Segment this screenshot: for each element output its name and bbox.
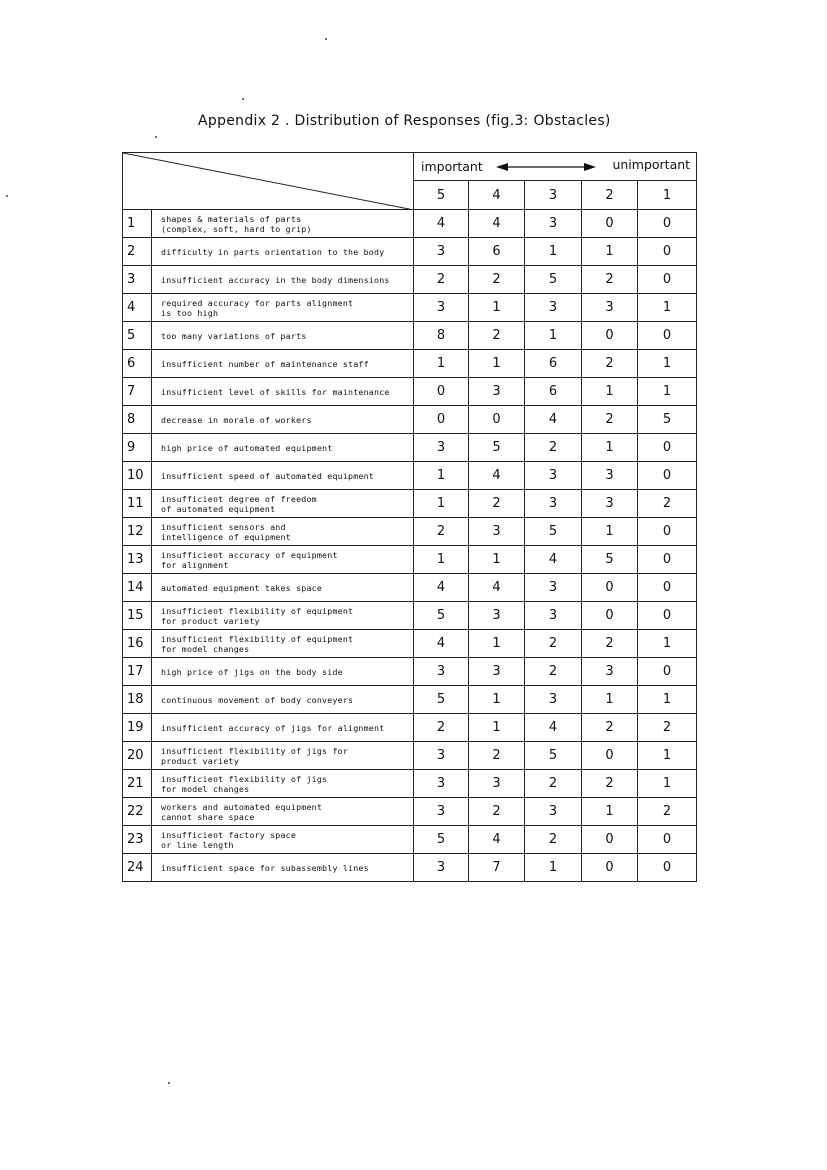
response-count: 3 bbox=[414, 294, 469, 322]
row-number: 12 bbox=[123, 518, 152, 546]
response-count: 0 bbox=[582, 574, 638, 602]
obstacle-label-line1: insufficient flexibility of jigs for bbox=[161, 745, 349, 756]
response-count: 0 bbox=[414, 406, 469, 434]
response-count: 5 bbox=[469, 434, 525, 462]
response-count: 1 bbox=[525, 854, 582, 882]
response-count: 1 bbox=[469, 630, 525, 658]
response-count: 1 bbox=[638, 770, 697, 798]
response-count: 2 bbox=[469, 490, 525, 518]
scan-speck bbox=[242, 98, 244, 100]
response-count: 5 bbox=[414, 826, 469, 854]
row-number: 15 bbox=[123, 602, 152, 630]
response-count: 5 bbox=[414, 686, 469, 714]
obstacle-label bbox=[152, 602, 414, 630]
scale-column-header: 3 bbox=[525, 181, 582, 210]
table-row bbox=[123, 350, 697, 378]
response-count: 5 bbox=[582, 546, 638, 574]
response-count: 3 bbox=[469, 658, 525, 686]
obstacle-label bbox=[152, 686, 414, 714]
obstacle-label bbox=[152, 238, 414, 266]
row-number: 16 bbox=[123, 630, 152, 658]
obstacle-label-line1: insufficient flexibility of equipment bbox=[161, 605, 354, 616]
response-count: 0 bbox=[638, 518, 697, 546]
response-count: 1 bbox=[638, 686, 697, 714]
response-count: 2 bbox=[525, 826, 582, 854]
obstacle-label-line1: insufficient flexibility of jigs bbox=[161, 773, 328, 784]
unimportant-label: unimportant bbox=[612, 157, 691, 172]
response-count: 3 bbox=[525, 602, 582, 630]
response-count: 4 bbox=[414, 630, 469, 658]
obstacle-label-line1: insufficient number of maintenance staff bbox=[161, 358, 369, 369]
response-count: 7 bbox=[469, 854, 525, 882]
obstacle-label-line1: automated equipment takes space bbox=[161, 582, 323, 593]
response-count: 2 bbox=[469, 798, 525, 826]
response-count: 4 bbox=[414, 210, 469, 238]
response-count: 2 bbox=[414, 518, 469, 546]
response-count: 3 bbox=[414, 658, 469, 686]
row-number: 23 bbox=[123, 826, 152, 854]
obstacle-label bbox=[152, 378, 414, 406]
obstacle-label-line1: required accuracy for parts alignment bbox=[161, 297, 354, 308]
table-row bbox=[123, 518, 697, 546]
response-count: 1 bbox=[469, 546, 525, 574]
response-count: 0 bbox=[638, 826, 697, 854]
response-count: 1 bbox=[638, 742, 697, 770]
row-number: 19 bbox=[123, 714, 152, 742]
table-row bbox=[123, 462, 697, 490]
response-count: 1 bbox=[469, 350, 525, 378]
obstacle-label-line1: insufficient factory space bbox=[161, 829, 297, 840]
table-row bbox=[123, 266, 697, 294]
table-row bbox=[123, 602, 697, 630]
obstacle-label-line1: decrease in morale of workers bbox=[161, 414, 312, 425]
response-count: 5 bbox=[414, 602, 469, 630]
response-count: 2 bbox=[525, 434, 582, 462]
response-count: 1 bbox=[582, 798, 638, 826]
obstacle-label bbox=[152, 826, 414, 854]
row-number: 6 bbox=[123, 350, 152, 378]
obstacle-label-line1: shapes & materials of parts bbox=[161, 213, 302, 224]
scan-speck bbox=[325, 38, 327, 40]
table-row bbox=[123, 490, 697, 518]
response-count: 3 bbox=[525, 574, 582, 602]
response-count: 2 bbox=[638, 798, 697, 826]
table-row bbox=[123, 770, 697, 798]
response-count: 0 bbox=[414, 378, 469, 406]
response-count: 4 bbox=[469, 574, 525, 602]
row-number: 11 bbox=[123, 490, 152, 518]
response-count: 0 bbox=[582, 602, 638, 630]
scan-speck bbox=[6, 195, 8, 197]
response-count: 1 bbox=[638, 630, 697, 658]
obstacle-label-line1: workers and automated equipment bbox=[161, 801, 323, 812]
obstacle-label-line1: insufficient speed of automated equipment bbox=[161, 470, 375, 481]
response-count: 3 bbox=[582, 462, 638, 490]
response-count: 0 bbox=[638, 210, 697, 238]
obstacle-label bbox=[152, 518, 414, 546]
response-count: 2 bbox=[582, 714, 638, 742]
response-count: 0 bbox=[638, 658, 697, 686]
importance-scale-header bbox=[414, 153, 697, 181]
response-count: 3 bbox=[525, 210, 582, 238]
row-number: 7 bbox=[123, 378, 152, 406]
obstacle-label-line2: or line length bbox=[161, 839, 234, 850]
obstacle-label-line2: for model changes bbox=[161, 783, 250, 794]
obstacle-label-line2: intelligence of equipment bbox=[161, 531, 291, 542]
response-count: 5 bbox=[525, 518, 582, 546]
response-count: 6 bbox=[525, 378, 582, 406]
row-number: 8 bbox=[123, 406, 152, 434]
response-count: 2 bbox=[469, 266, 525, 294]
response-count: 2 bbox=[582, 630, 638, 658]
response-count: 0 bbox=[638, 238, 697, 266]
obstacle-label bbox=[152, 770, 414, 798]
obstacle-label-line2: (complex, soft, hard to grip) bbox=[161, 223, 312, 234]
response-count: 3 bbox=[469, 602, 525, 630]
table-row bbox=[123, 798, 697, 826]
response-count: 0 bbox=[638, 574, 697, 602]
obstacle-label bbox=[152, 210, 414, 238]
response-count: 0 bbox=[582, 826, 638, 854]
header-diagonal-cell bbox=[123, 153, 414, 210]
response-count: 2 bbox=[582, 266, 638, 294]
obstacle-label-line2: is too high bbox=[161, 307, 219, 318]
row-number: 20 bbox=[123, 742, 152, 770]
response-count: 3 bbox=[469, 518, 525, 546]
scan-speck bbox=[155, 136, 157, 138]
table-row bbox=[123, 826, 697, 854]
response-count: 4 bbox=[525, 546, 582, 574]
scale-column-header: 2 bbox=[582, 181, 638, 210]
obstacle-label bbox=[152, 462, 414, 490]
row-number: 10 bbox=[123, 462, 152, 490]
table-row bbox=[123, 294, 697, 322]
response-count: 3 bbox=[414, 854, 469, 882]
table-row bbox=[123, 434, 697, 462]
response-count: 3 bbox=[469, 770, 525, 798]
response-count: 4 bbox=[469, 210, 525, 238]
response-count: 2 bbox=[638, 714, 697, 742]
row-number: 3 bbox=[123, 266, 152, 294]
response-count: 3 bbox=[582, 294, 638, 322]
row-number: 1 bbox=[123, 210, 152, 238]
response-count: 1 bbox=[582, 378, 638, 406]
response-count: 2 bbox=[525, 770, 582, 798]
row-number: 17 bbox=[123, 658, 152, 686]
table-row bbox=[123, 238, 697, 266]
response-count: 6 bbox=[525, 350, 582, 378]
response-count: 3 bbox=[414, 434, 469, 462]
table-row bbox=[123, 322, 697, 350]
double-arrow-icon bbox=[496, 162, 596, 172]
response-count: 2 bbox=[414, 266, 469, 294]
obstacle-label-line1: too many variations of parts bbox=[161, 330, 307, 341]
response-count: 3 bbox=[414, 798, 469, 826]
response-count: 8 bbox=[414, 322, 469, 350]
obstacle-label bbox=[152, 798, 414, 826]
response-count: 5 bbox=[525, 742, 582, 770]
response-count: 1 bbox=[525, 238, 582, 266]
response-count: 3 bbox=[414, 742, 469, 770]
response-count: 5 bbox=[525, 266, 582, 294]
row-number: 5 bbox=[123, 322, 152, 350]
obstacle-label-line1: insufficient accuracy in the body dimensions bbox=[161, 274, 390, 285]
response-count: 3 bbox=[525, 462, 582, 490]
table-row bbox=[123, 742, 697, 770]
obstacle-label-line1: insufficient degree of freedom bbox=[161, 493, 317, 504]
response-count: 1 bbox=[469, 686, 525, 714]
response-count: 3 bbox=[414, 238, 469, 266]
row-number: 21 bbox=[123, 770, 152, 798]
response-count: 6 bbox=[469, 238, 525, 266]
response-count: 4 bbox=[525, 406, 582, 434]
response-count: 0 bbox=[638, 434, 697, 462]
response-count: 0 bbox=[582, 742, 638, 770]
response-count: 0 bbox=[582, 210, 638, 238]
response-count: 3 bbox=[525, 686, 582, 714]
scale-column-header: 1 bbox=[638, 181, 697, 210]
obstacle-label-line1: insufficient accuracy of jigs for alignment bbox=[161, 722, 385, 733]
obstacle-label bbox=[152, 294, 414, 322]
scale-column-header: 4 bbox=[469, 181, 525, 210]
obstacle-label-line2: for model changes bbox=[161, 643, 250, 654]
diagonal-line bbox=[123, 153, 414, 210]
response-count: 1 bbox=[582, 434, 638, 462]
obstacle-label bbox=[152, 350, 414, 378]
obstacle-label bbox=[152, 854, 414, 882]
obstacle-label-line1: difficulty in parts orientation to the body bbox=[161, 246, 385, 257]
obstacle-label bbox=[152, 490, 414, 518]
page-title: Appendix 2 . Distribution of Responses (fig.3: Obstacles) bbox=[198, 113, 611, 129]
response-count: 2 bbox=[638, 490, 697, 518]
response-count: 2 bbox=[582, 770, 638, 798]
obstacle-label bbox=[152, 434, 414, 462]
obstacle-label bbox=[152, 714, 414, 742]
obstacle-label bbox=[152, 630, 414, 658]
response-count: 3 bbox=[525, 798, 582, 826]
row-number: 24 bbox=[123, 854, 152, 882]
response-count: 0 bbox=[638, 602, 697, 630]
response-count: 3 bbox=[469, 378, 525, 406]
row-number: 13 bbox=[123, 546, 152, 574]
table-row bbox=[123, 378, 697, 406]
response-count: 1 bbox=[638, 350, 697, 378]
table-row bbox=[123, 854, 697, 882]
response-count: 1 bbox=[638, 294, 697, 322]
obstacle-label-line1: insufficient level of skills for maintenance bbox=[161, 386, 390, 397]
response-count: 1 bbox=[469, 714, 525, 742]
response-count: 4 bbox=[414, 574, 469, 602]
obstacle-label-line1: high price of jigs on the body side bbox=[161, 666, 343, 677]
response-count: 0 bbox=[469, 406, 525, 434]
obstacle-label-line2: for product variety bbox=[161, 615, 260, 626]
row-number: 2 bbox=[123, 238, 152, 266]
obstacle-label bbox=[152, 266, 414, 294]
obstacle-label bbox=[152, 546, 414, 574]
row-number: 22 bbox=[123, 798, 152, 826]
obstacle-label-line1: insufficient sensors and bbox=[161, 521, 286, 532]
table-row bbox=[123, 714, 697, 742]
response-count: 1 bbox=[638, 378, 697, 406]
response-count: 1 bbox=[414, 462, 469, 490]
obstacle-label-line2: product variety bbox=[161, 755, 239, 766]
response-count: 1 bbox=[525, 322, 582, 350]
response-count: 0 bbox=[582, 854, 638, 882]
obstacle-label-line2: for alignment bbox=[161, 559, 229, 570]
response-count: 3 bbox=[582, 658, 638, 686]
table-row bbox=[123, 686, 697, 714]
responses-table bbox=[122, 152, 697, 882]
obstacle-label bbox=[152, 742, 414, 770]
response-count: 2 bbox=[582, 406, 638, 434]
response-count: 2 bbox=[525, 630, 582, 658]
response-count: 1 bbox=[414, 350, 469, 378]
response-count: 2 bbox=[582, 350, 638, 378]
row-number: 4 bbox=[123, 294, 152, 322]
response-count: 0 bbox=[638, 854, 697, 882]
table-row bbox=[123, 630, 697, 658]
table-row bbox=[123, 210, 697, 238]
obstacle-label-line2: cannot share space bbox=[161, 811, 255, 822]
response-count: 2 bbox=[414, 714, 469, 742]
obstacle-label-line1: high price of automated equipment bbox=[161, 442, 333, 453]
obstacle-label-line1: insufficient flexibility of equipment bbox=[161, 633, 354, 644]
response-count: 3 bbox=[525, 490, 582, 518]
obstacle-label-line1: continuous movement of body conveyers bbox=[161, 694, 354, 705]
response-count: 2 bbox=[469, 742, 525, 770]
response-count: 1 bbox=[414, 490, 469, 518]
scan-speck bbox=[168, 1082, 170, 1084]
response-count: 0 bbox=[638, 266, 697, 294]
response-count: 2 bbox=[525, 658, 582, 686]
table-row bbox=[123, 546, 697, 574]
response-count: 1 bbox=[582, 238, 638, 266]
response-count: 2 bbox=[469, 322, 525, 350]
row-number: 18 bbox=[123, 686, 152, 714]
response-count: 3 bbox=[525, 294, 582, 322]
response-count: 1 bbox=[469, 294, 525, 322]
response-count: 4 bbox=[469, 462, 525, 490]
row-number: 14 bbox=[123, 574, 152, 602]
obstacle-label bbox=[152, 574, 414, 602]
response-count: 0 bbox=[638, 462, 697, 490]
response-count: 3 bbox=[582, 490, 638, 518]
obstacle-label-line1: insufficient accuracy of equipment bbox=[161, 549, 338, 560]
row-number: 9 bbox=[123, 434, 152, 462]
response-count: 4 bbox=[469, 826, 525, 854]
response-count: 0 bbox=[638, 322, 697, 350]
response-count: 5 bbox=[638, 406, 697, 434]
table-row bbox=[123, 658, 697, 686]
obstacle-label-line2: of automated equipment bbox=[161, 503, 276, 514]
obstacle-label bbox=[152, 406, 414, 434]
table-row bbox=[123, 406, 697, 434]
obstacle-label-line1: insufficient space for subassembly lines bbox=[161, 862, 369, 873]
response-count: 1 bbox=[582, 686, 638, 714]
response-count: 3 bbox=[414, 770, 469, 798]
table-row bbox=[123, 574, 697, 602]
scale-column-header: 5 bbox=[414, 181, 469, 210]
important-label: important bbox=[421, 159, 483, 174]
response-count: 0 bbox=[638, 546, 697, 574]
obstacle-label bbox=[152, 658, 414, 686]
response-count: 1 bbox=[414, 546, 469, 574]
response-count: 4 bbox=[525, 714, 582, 742]
response-count: 1 bbox=[582, 518, 638, 546]
response-count: 0 bbox=[582, 322, 638, 350]
obstacle-label bbox=[152, 322, 414, 350]
